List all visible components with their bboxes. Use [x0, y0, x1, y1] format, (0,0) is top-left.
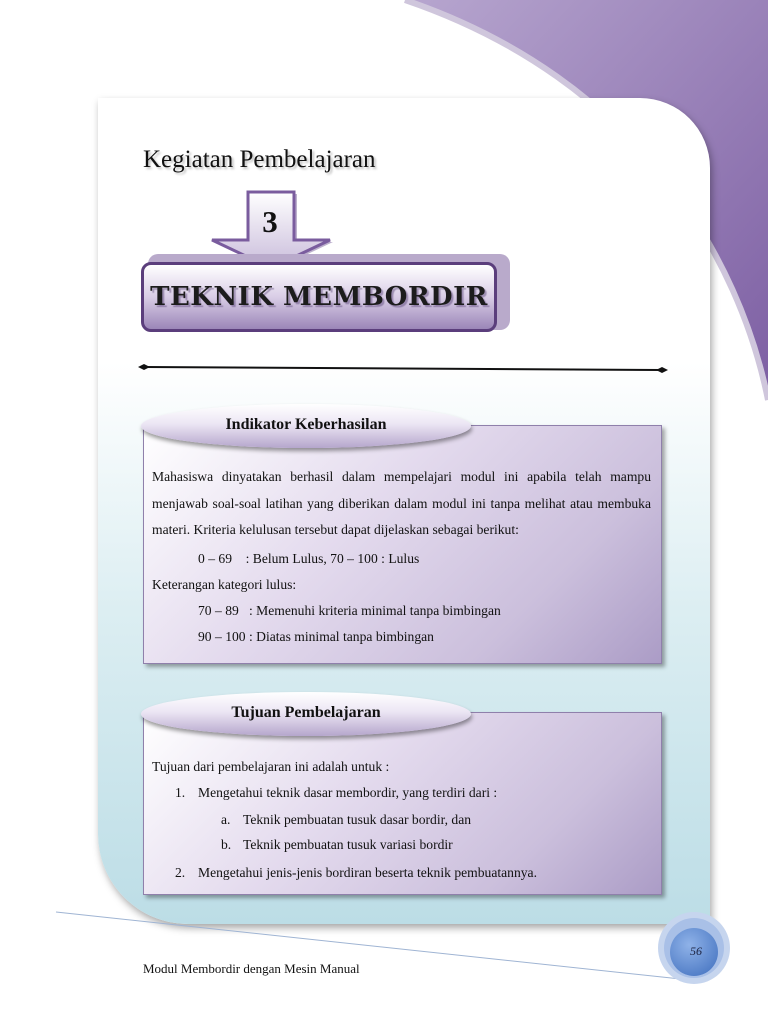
kegiatan-pembelajaran-heading: Kegiatan Pembelajaran — [143, 146, 376, 173]
category-label: Keterangan kategori lulus: — [152, 577, 297, 592]
page-number: 56 — [690, 944, 702, 958]
tujuan-intro: Tujuan dari pembelajaran ini adalah untuk : — [152, 759, 390, 774]
category-item-2: 90 – 100 : Diatas minimal tanpa bimbingan — [198, 629, 434, 644]
list-item-1: Mengetahui teknik dasar membordir, yang terdiri dari : — [198, 785, 498, 800]
indikator-paragraph: Mahasiswa dinyatakan berhasil dalam mempelajari modul ini apabila telah mampu menjawab soal-soal latihan yang diberikan dalam modul ini tanpa melihat atau membuka materi. Kriteria kelulusan tersebut dapat dijelaskan sebagai berikut: — [152, 469, 651, 537]
list-marker-1: 1. — [175, 785, 186, 800]
list-item-b: Teknik pembuatan tusuk variasi bordir — [243, 837, 453, 852]
footer-module-name: Modul Membordir dengan Mesin Manual — [143, 961, 360, 976]
criteria-line: 0 – 69 : Belum Lulus, 70 – 100 : Lulus — [198, 551, 420, 566]
chapter-number: 3 — [262, 204, 278, 239]
tujuan-heading: Tujuan Pembelajaran — [141, 692, 471, 736]
category-item-1: 70 – 89 : Memenuhi kriteria minimal tanpa bimbingan — [198, 603, 501, 618]
list-item-a: Teknik pembuatan tusuk dasar bordir, dan — [243, 812, 472, 827]
chapter-title: TEKNIK MEMBORDIR — [150, 282, 488, 312]
list-marker-a: a. — [221, 812, 231, 827]
indikator-heading: Indikator Keberhasilan — [141, 404, 471, 448]
list-item-2: Mengetahui jenis-jenis bordiran beserta teknik pembuatannya. — [198, 865, 537, 880]
list-marker-2: 2. — [175, 865, 186, 880]
list-marker-b: b. — [221, 837, 232, 852]
